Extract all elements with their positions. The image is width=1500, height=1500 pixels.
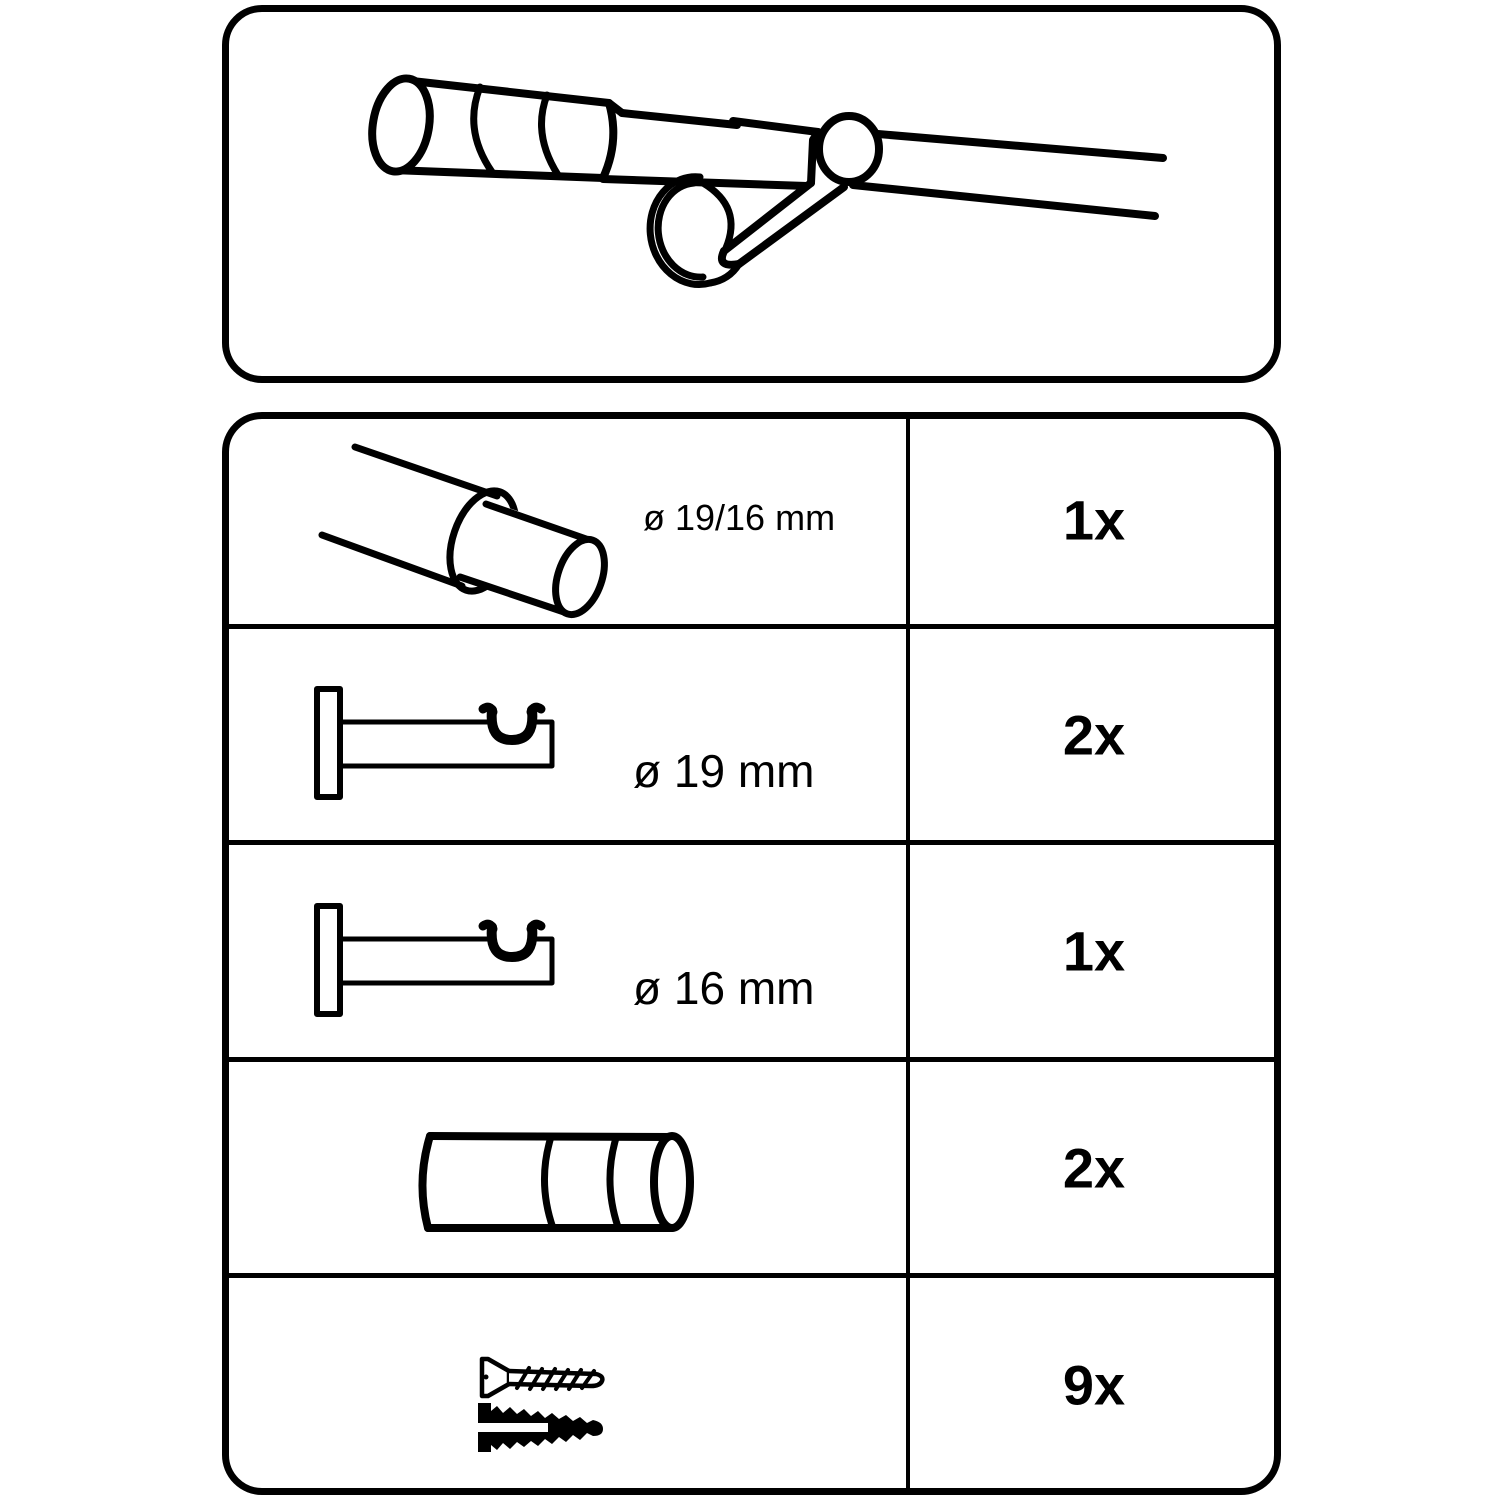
diameter-label-bracket-16: ø 16 mm bbox=[633, 962, 815, 1014]
diameter-label-rod: ø 19/16 mm bbox=[643, 497, 836, 538]
table-row-divider bbox=[222, 1273, 1281, 1278]
quantity-bracket-19: 2x bbox=[1062, 703, 1126, 767]
quantity-rod: 1x bbox=[1062, 488, 1126, 552]
diameter-label-bracket-19: ø 19 mm bbox=[633, 745, 815, 797]
table-row-divider bbox=[222, 1057, 1281, 1062]
quantity-screws: 9x bbox=[1062, 1353, 1126, 1417]
assembly-overview-panel bbox=[222, 5, 1281, 383]
table-row-divider bbox=[222, 840, 1281, 845]
table-column-divider bbox=[906, 414, 910, 1493]
quantity-end-cap: 2x bbox=[1062, 1136, 1126, 1200]
quantity-bracket-16: 1x bbox=[1062, 919, 1126, 983]
table-row-divider bbox=[222, 624, 1281, 629]
